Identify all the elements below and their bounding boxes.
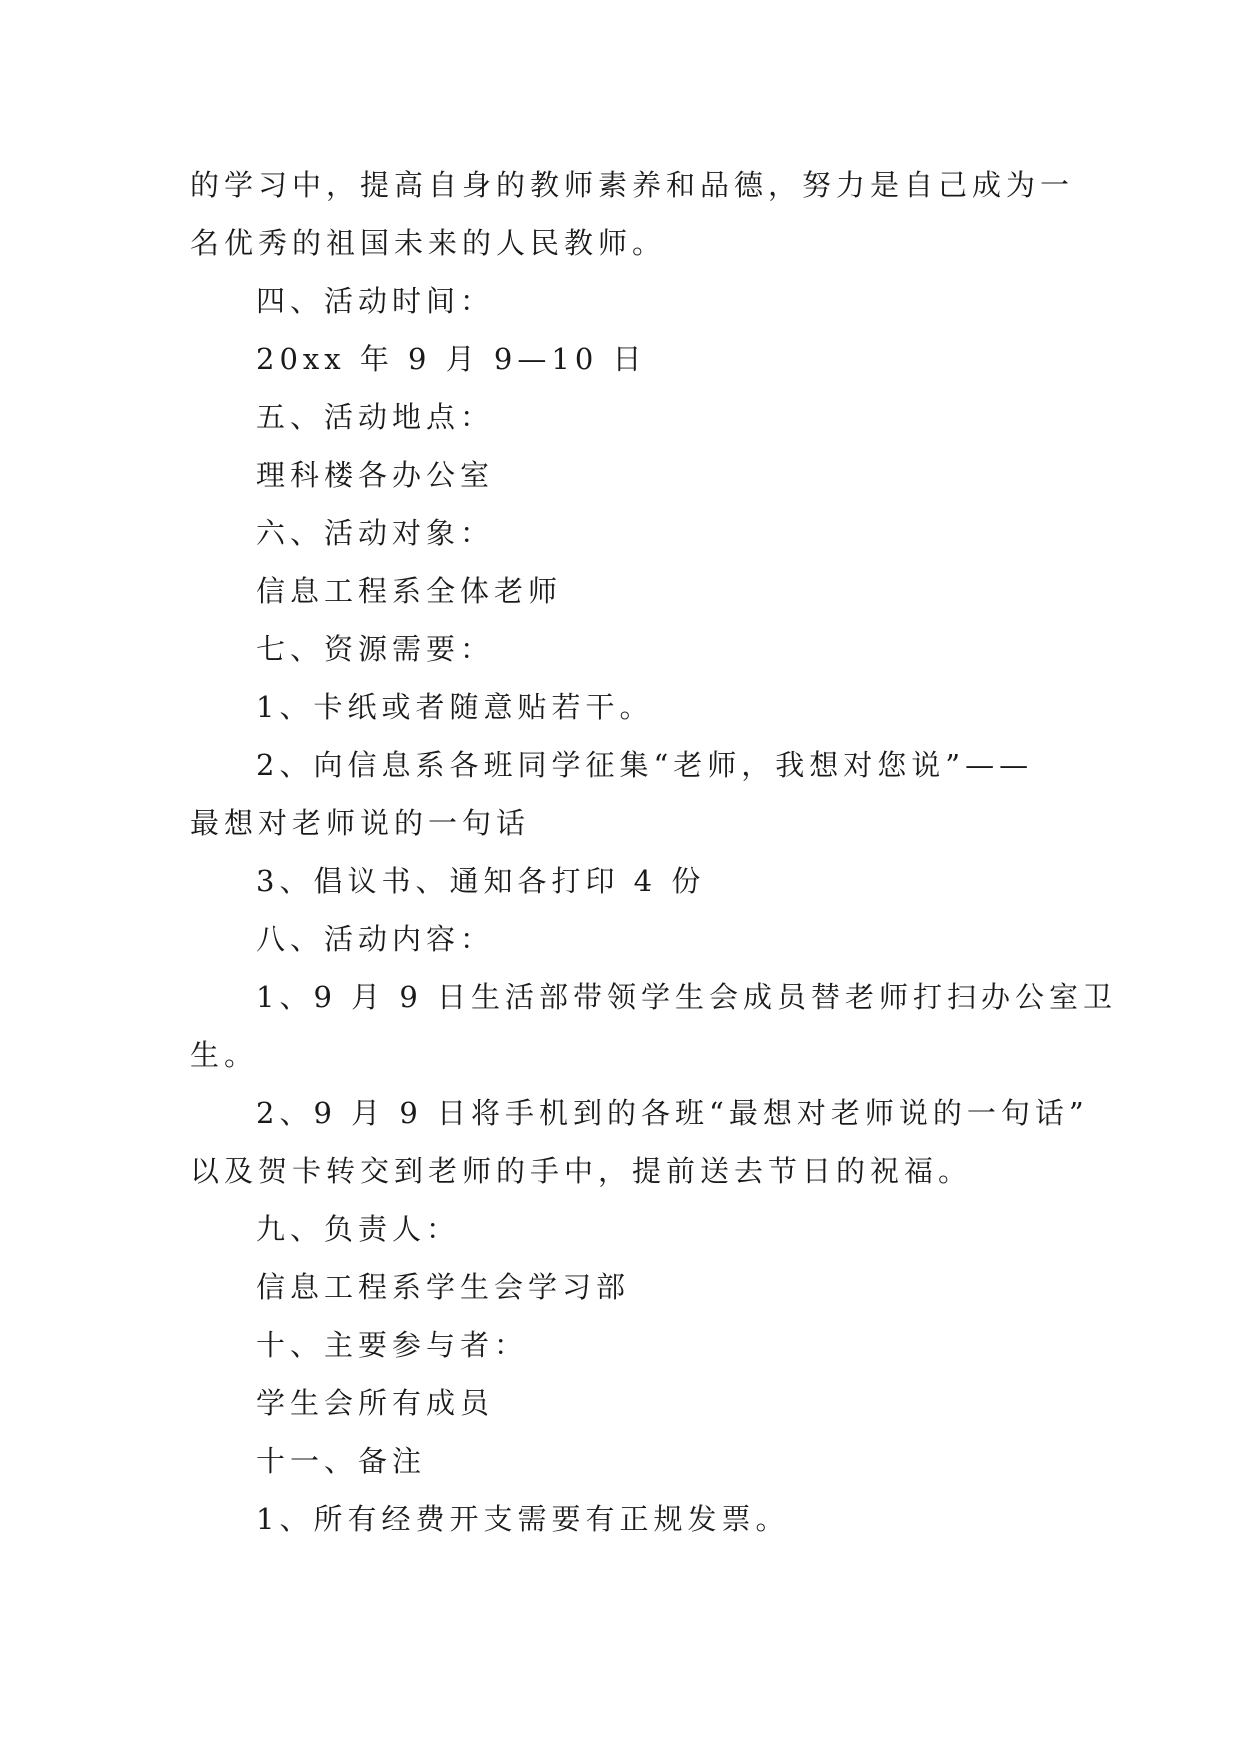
section-heading-content: 八、活动内容： [256,922,495,956]
paragraph-line: 学生会所有成员 [256,1386,495,1420]
section-heading-owner: 九、负责人： [256,1212,461,1246]
paragraph-line: 20xx 年 9 月 9—10 日 [256,342,647,376]
section-heading-time: 四、活动时间： [256,284,495,318]
paragraph-line: 信息工程系全体老师 [256,574,563,608]
paragraph-line: 的学习中，提高自身的教师素养和品德，努力是自己成为一 [190,168,1075,202]
section-heading-participants: 十、主要参与者： [256,1328,529,1362]
document-body [190,156,1118,1548]
list-item: 2、向信息系各班同学征集“老师，我想对您说”—— [256,748,1034,782]
section-heading-notes: 十一、备注 [256,1444,427,1478]
list-item: 1、9 月 9 日生活部带领学生会成员替老师打扫办公室卫 [256,980,1118,1014]
list-item-continuation: 以及贺卡转交到老师的手中，提前送去节日的祝福。 [190,1154,973,1188]
paragraph-line: 理科楼各办公室 [256,458,495,492]
list-item: 3、倡议书、通知各打印 4 份 [256,864,706,898]
paragraph-line: 信息工程系学生会学习部 [256,1270,631,1304]
paragraph-line: 名优秀的祖国未来的人民教师。 [190,226,667,260]
list-item-continuation: 生。 [190,1038,259,1072]
list-item-continuation: 最想对老师说的一句话 [190,806,531,840]
list-item: 2、9 月 9 日将手机到的各班“最想对老师说的一句话” [256,1096,1089,1130]
section-heading-audience: 六、活动对象： [256,516,495,550]
section-heading-resources: 七、资源需要： [256,632,495,666]
list-item: 1、所有经费开支需要有正规发票。 [256,1502,790,1536]
section-heading-location: 五、活动地点： [256,400,495,434]
list-item: 1、卡纸或者随意贴若干。 [256,690,654,724]
